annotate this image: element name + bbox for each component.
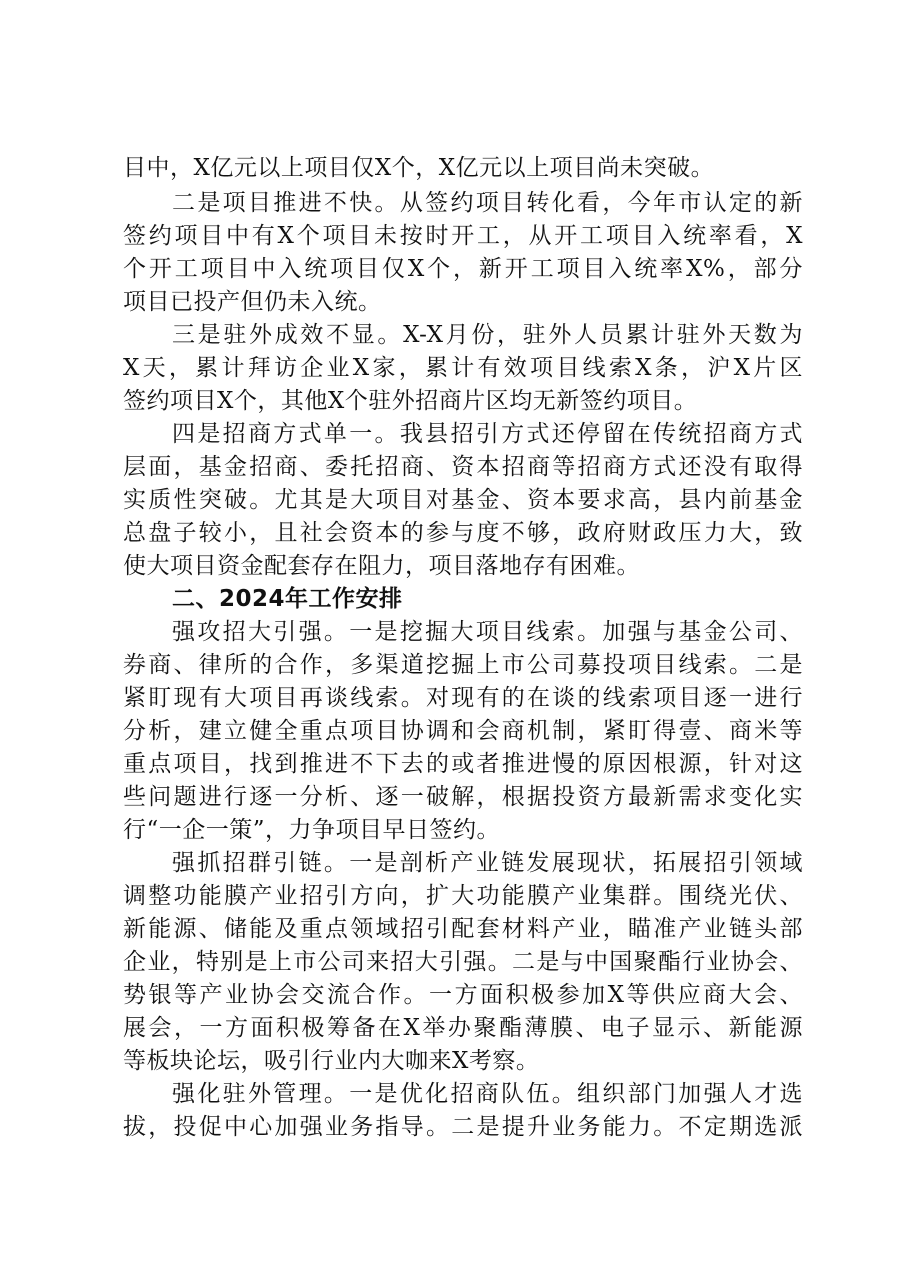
text-line: 目中，X亿元以上项目仅X个，X亿元以上项目尚未突破。 xyxy=(123,155,715,181)
text-line: 调整功能膜产业招引方向，扩大功能膜产业集群。围绕光伏、 xyxy=(123,883,803,909)
text-line: 签约项目中有X个项目未按时开工，从开工项目入统率看，X xyxy=(123,223,803,249)
text-line: 势银等产业协会交流合作。一方面积极参加X等供应商大会、 xyxy=(123,982,803,1008)
text-line: 券商、律所的合作，多渠道挖掘上市公司募投项目线索。二是 xyxy=(123,652,803,678)
text-line: 使大项目资金配套存在阻力，项目落地存有困难。 xyxy=(123,553,640,579)
text-line: 总盘子较小，且社会资本的参与度不够，政府财政压力大，致 xyxy=(123,520,803,546)
text-line: 强抓招群引链。一是剖析产业链发展现状，拓展招引领域 xyxy=(172,850,803,876)
text-line: X天，累计拜访企业X家，累计有效项目线索X条，沪X片区 xyxy=(123,355,803,381)
text-line: 紧盯现有大项目再谈线索。对现有的在谈的线索项目逐一进行 xyxy=(123,685,803,711)
text-line: 等板块论坛，吸引行业内大咖来X考察。 xyxy=(123,1048,540,1074)
text-line: 分析，建立健全重点项目协调和会商机制，紧盯得壹、商米等 xyxy=(123,718,803,744)
text-line: 企业，特别是上市公司来招大引强。二是与中国聚酯行业协会、 xyxy=(123,949,803,975)
text-line: 二是项目推进不快。从签约项目转化看，今年市认定的新 xyxy=(172,190,803,216)
text-line: 层面，基金招商、委托招商、资本招商等招商方式还没有取得 xyxy=(123,454,803,480)
text-line: 签约项目X个，其他X个驻外招商片区均无新签约项目。 xyxy=(123,388,698,414)
text-line: 三是驻外成效不显。X-X月份，驻外人员累计驻外天数为 xyxy=(172,322,803,348)
text-line: 重点项目，找到推进不下去的或者推进慢的原因根源，针对这 xyxy=(123,751,803,777)
text-line: 些问题进行逐一分析、逐一破解，根据投资方最新需求变化实 xyxy=(123,784,803,810)
text-line: 展会，一方面积极筹备在X举办聚酯薄膜、电子显示、新能源 xyxy=(123,1015,803,1041)
section-heading: 二、2024年工作安排 xyxy=(172,586,403,612)
text-line: 强化驻外管理。一是优化招商队伍。组织部门加强人才选 xyxy=(172,1081,803,1107)
text-line: 个开工项目中入统项目仅X个，新开工项目入统率X%，部分 xyxy=(123,256,803,282)
text-line: 强攻招大引强。一是挖掘大项目线索。加强与基金公司、 xyxy=(172,619,803,645)
text-line: 行“一企一策”，力争项目早日签约。 xyxy=(123,817,501,843)
text-line: 四是招商方式单一。我县招引方式还停留在传统招商方式 xyxy=(172,421,803,447)
text-line: 新能源、储能及重点领域招引配套材料产业，瞄准产业链头部 xyxy=(123,916,803,942)
text-line: 实质性突破。尤其是大项目对基金、资本要求高，县内前基金 xyxy=(123,487,803,513)
text-line: 拔，投促中心加强业务指导。二是提升业务能力。不定期选派 xyxy=(123,1114,803,1140)
text-line: 项目已投产但仍未入统。 xyxy=(123,289,382,315)
